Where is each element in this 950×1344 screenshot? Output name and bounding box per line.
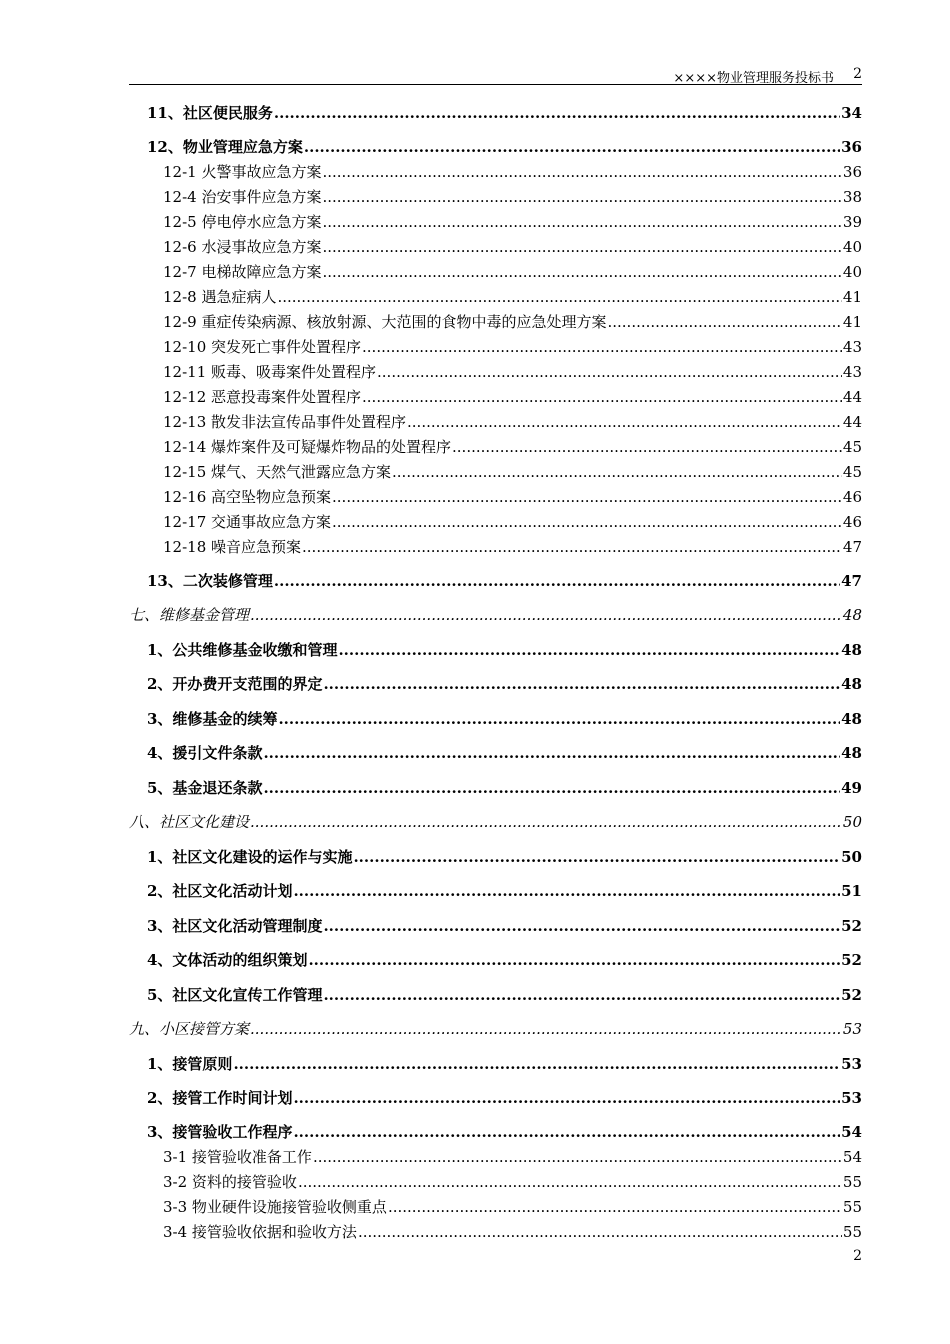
toc-label: 5、社区文化宣传工作管理 xyxy=(147,986,323,1004)
toc-label: 12-17 交通事故应急方案 xyxy=(163,513,332,531)
toc-label: 3-2 资料的接管验收 xyxy=(163,1173,297,1191)
toc-leader xyxy=(304,138,840,156)
toc-leader xyxy=(274,572,840,590)
toc-leader xyxy=(322,263,841,281)
toc-label: 七、维修基金管理 xyxy=(129,606,250,624)
toc-leader xyxy=(332,513,842,531)
toc-leader xyxy=(308,951,840,969)
toc-page: 52 xyxy=(841,986,862,1004)
toc-page: 51 xyxy=(841,882,862,900)
toc-label: 12-9 重症传染病源、核放射源、大范围的食物中毒的应急处理方案 xyxy=(163,313,607,331)
toc-page: 36 xyxy=(841,138,862,156)
toc-label: 1、公共维修基金收缴和管理 xyxy=(147,641,338,659)
toc-page: 34 xyxy=(841,104,862,122)
toc-leader xyxy=(332,488,842,506)
toc-leader xyxy=(313,1148,842,1166)
toc-leader xyxy=(322,163,841,181)
toc-page: 47 xyxy=(841,572,862,590)
toc-entry[interactable] xyxy=(147,570,862,591)
toc-leader xyxy=(250,813,842,831)
toc-page: 43 xyxy=(842,363,862,381)
toc-leader xyxy=(302,538,842,556)
toc-page: 50 xyxy=(842,813,862,831)
toc-entry[interactable] xyxy=(163,1146,862,1167)
toc-entry[interactable] xyxy=(147,742,862,763)
toc-label: 12-11 贩毒、吸毒案件处置程序 xyxy=(163,363,377,381)
toc-label: 12-1 火警事故应急方案 xyxy=(163,163,322,181)
toc-leader xyxy=(452,438,842,456)
toc-label: 3、维修基金的续筹 xyxy=(147,710,278,728)
toc-entry[interactable] xyxy=(147,102,862,123)
toc-leader xyxy=(362,338,842,356)
toc-entry[interactable] xyxy=(147,846,862,867)
toc-leader xyxy=(323,675,840,693)
toc-page: 53 xyxy=(841,1089,862,1107)
toc-leader xyxy=(388,1198,842,1216)
toc-label: 3、社区文化活动管理制度 xyxy=(147,917,323,935)
toc-leader xyxy=(293,1123,840,1141)
toc-page: 50 xyxy=(841,848,862,866)
toc-page: 55 xyxy=(842,1223,862,1241)
toc-entry[interactable] xyxy=(147,984,862,1005)
toc-entry[interactable] xyxy=(163,1221,862,1242)
toc-entry[interactable] xyxy=(147,1053,862,1074)
page-header xyxy=(129,66,862,85)
toc-entry[interactable] xyxy=(129,1018,862,1039)
toc-page: 44 xyxy=(842,413,862,431)
toc-page: 36 xyxy=(842,163,862,181)
toc-label: 3、接管验收工作程序 xyxy=(147,1123,293,1141)
toc-leader xyxy=(274,104,840,122)
toc-label: 12-16 高空坠物应急预案 xyxy=(163,488,332,506)
toc-page: 39 xyxy=(842,213,862,231)
toc-label: 5、基金退还条款 xyxy=(147,779,263,797)
toc-label: 12-18 噪音应急预案 xyxy=(163,538,302,556)
toc-entry[interactable] xyxy=(163,236,862,257)
toc-leader xyxy=(278,710,840,728)
toc-label: 4、文体活动的组织策划 xyxy=(147,951,308,969)
toc-leader xyxy=(392,463,842,481)
toc-leader xyxy=(323,917,840,935)
toc-label: 12-12 恶意投毒案件处置程序 xyxy=(163,388,362,406)
toc-label: 11、社区便民服务 xyxy=(147,104,273,122)
toc-page: 48 xyxy=(841,744,862,762)
toc-page: 44 xyxy=(842,388,862,406)
toc-label: 3-4 接管验收依据和验收方法 xyxy=(163,1223,357,1241)
toc-leader xyxy=(322,213,841,231)
toc-entry[interactable] xyxy=(147,673,862,694)
toc-label: 1、社区文化建设的运作与实施 xyxy=(147,848,353,866)
toc-label: 12-13 散发非法宣传品事件处置程序 xyxy=(163,413,407,431)
toc-entry[interactable] xyxy=(163,511,862,532)
toc-entry[interactable] xyxy=(163,286,862,307)
toc-leader xyxy=(263,744,840,762)
toc-leader xyxy=(338,641,840,659)
toc-page: 41 xyxy=(842,313,862,331)
toc-label: 九、小区接管方案 xyxy=(129,1020,250,1038)
footer-page-number: 2 xyxy=(853,1248,862,1264)
toc-label: 八、社区文化建设 xyxy=(129,813,250,831)
toc-label: 12-8 遇急症病人 xyxy=(163,288,277,306)
toc-entry[interactable] xyxy=(147,777,862,798)
toc-leader xyxy=(322,188,841,206)
toc-page: 49 xyxy=(841,779,862,797)
toc-leader xyxy=(407,413,842,431)
toc-page: 45 xyxy=(842,438,862,456)
toc-label: 12-15 煤气、天然气泄露应急方案 xyxy=(163,463,392,481)
toc-page: 55 xyxy=(842,1198,862,1216)
toc-page: 54 xyxy=(842,1148,862,1166)
toc-entry[interactable] xyxy=(163,536,862,557)
toc-page: 46 xyxy=(842,488,862,506)
toc-page: 48 xyxy=(841,710,862,728)
toc-page: 40 xyxy=(842,238,862,256)
toc-leader xyxy=(233,1055,840,1073)
toc-entry[interactable] xyxy=(163,436,862,457)
toc-page: 52 xyxy=(841,951,862,969)
toc-entry[interactable] xyxy=(163,1196,862,1217)
toc-leader xyxy=(323,986,840,1004)
toc-label: 12、物业管理应急方案 xyxy=(147,138,303,156)
toc-label: 12-14 爆炸案件及可疑爆炸物品的处置程序 xyxy=(163,438,452,456)
toc-page: 38 xyxy=(842,188,862,206)
toc-label: 13、二次装修管理 xyxy=(147,572,273,590)
toc-label: 2、社区文化活动计划 xyxy=(147,882,293,900)
toc-entry[interactable] xyxy=(163,361,862,382)
toc-leader xyxy=(298,1173,842,1191)
header-title: ××××物业管理服务投标书 xyxy=(673,71,834,86)
toc-entry[interactable] xyxy=(147,880,862,901)
toc-entry[interactable] xyxy=(163,386,862,407)
toc-leader xyxy=(263,779,840,797)
toc-entry[interactable] xyxy=(163,461,862,482)
toc-entry[interactable] xyxy=(163,336,862,357)
toc-entry[interactable] xyxy=(147,949,862,970)
toc-leader xyxy=(250,1020,842,1038)
toc-entry[interactable] xyxy=(147,1121,862,1142)
toc-label: 12-4 治安事件应急方案 xyxy=(163,188,322,206)
toc-leader xyxy=(377,363,842,381)
toc-leader xyxy=(293,882,840,900)
toc-page: 52 xyxy=(841,917,862,935)
toc-entry[interactable] xyxy=(147,708,862,729)
toc-label: 1、接管原则 xyxy=(147,1055,233,1073)
toc-page: 48 xyxy=(841,641,862,659)
toc-entry[interactable] xyxy=(163,1171,862,1192)
toc-label: 3-1 接管验收准备工作 xyxy=(163,1148,312,1166)
toc-page: 53 xyxy=(842,1020,862,1038)
toc-entry[interactable] xyxy=(129,604,862,625)
toc-entry[interactable] xyxy=(163,311,862,332)
toc-page: 41 xyxy=(842,288,862,306)
toc-leader xyxy=(353,848,840,866)
toc-leader xyxy=(322,238,841,256)
toc-entry[interactable] xyxy=(147,639,862,660)
toc-page: 43 xyxy=(842,338,862,356)
toc-entry[interactable] xyxy=(163,186,862,207)
toc-page: 55 xyxy=(842,1173,862,1191)
toc-leader xyxy=(277,288,841,306)
toc-label: 4、援引文件条款 xyxy=(147,744,263,762)
toc-page: 48 xyxy=(842,606,862,624)
toc-leader xyxy=(607,313,841,331)
toc-entry[interactable] xyxy=(163,161,862,182)
toc-label: 12-7 电梯故障应急方案 xyxy=(163,263,322,281)
toc-leader xyxy=(362,388,842,406)
toc-entry[interactable] xyxy=(163,411,862,432)
toc-entry[interactable] xyxy=(147,915,862,936)
toc-label: 12-6 水浸事故应急方案 xyxy=(163,238,322,256)
toc-leader xyxy=(250,606,842,624)
toc-label: 2、开办费开支范围的界定 xyxy=(147,675,323,693)
toc-label: 2、接管工作时间计划 xyxy=(147,1089,293,1107)
toc-label: 3-3 物业硬件设施接管验收侧重点 xyxy=(163,1198,387,1216)
toc-entry[interactable] xyxy=(147,1087,862,1108)
toc-label: 12-10 突发死亡事件处置程序 xyxy=(163,338,362,356)
toc-leader xyxy=(293,1089,840,1107)
toc-page: 54 xyxy=(841,1123,862,1141)
toc-leader xyxy=(358,1223,842,1241)
toc-entry[interactable] xyxy=(163,211,862,232)
toc-entry[interactable] xyxy=(129,811,862,832)
toc-entry[interactable] xyxy=(163,261,862,282)
toc-label: 12-5 停电停水应急方案 xyxy=(163,213,322,231)
toc-entry[interactable] xyxy=(163,486,862,507)
toc-page: 48 xyxy=(841,675,862,693)
toc-entry[interactable] xyxy=(147,136,862,157)
toc-page: 46 xyxy=(842,513,862,531)
toc-page: 47 xyxy=(842,538,862,556)
header-page-number: 2 xyxy=(853,66,862,82)
toc-page: 40 xyxy=(842,263,862,281)
toc-page: 45 xyxy=(842,463,862,481)
toc-page: 53 xyxy=(841,1055,862,1073)
